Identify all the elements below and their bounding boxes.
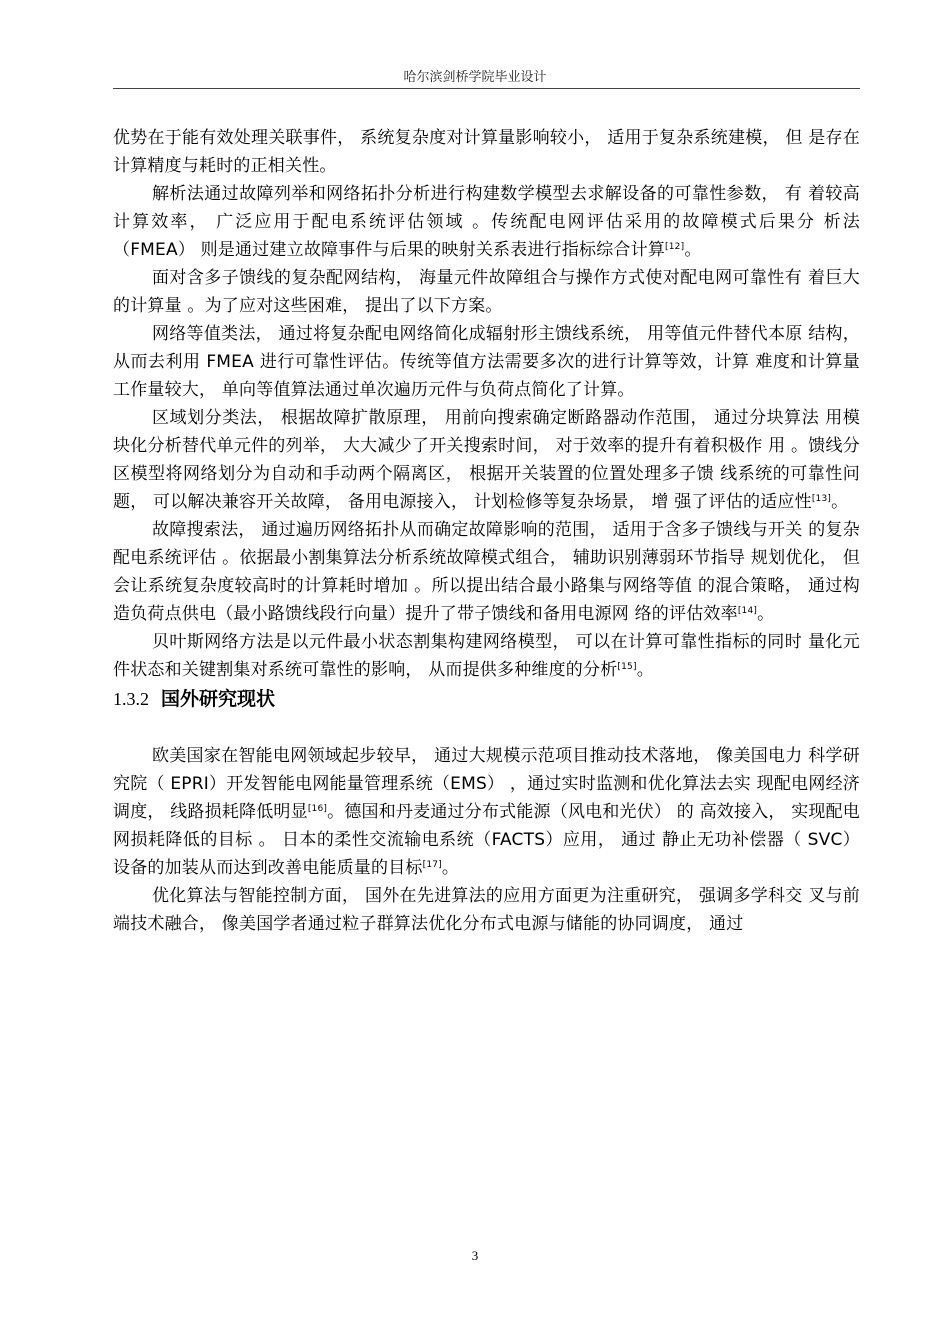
page-header-title: 哈尔滨剑桥学院毕业设计 [403,70,547,85]
paragraph: 故障搜索法， 通过遍历网络拓扑从而确定故障影响的范围， 适用于含多子馈线与开关 的复杂配电系统评估 。依据最小割集算法分析系统故障模式组合， 辅助识别薄弱环节指导 规划优化， 但会让系统复杂度较高时的计算耗时增加 。所以提出结合最小路集与网络等值 的混合策略， 通过构造负荷点供电（最小路馈线段行向量）提升了带子馈线和备用电源网 络的评估效率[14]。 [113,520,860,624]
section-title: 国外研究现状 [161,688,276,710]
paragraph: 区域划分类法， 根据故障扩散原理， 用前向搜索确定断路器动作范围， 通过分块算法 用模块化分析替代单元件的列举， 大大减少了开关搜索时间， 对于效率的提升有着积极作 用 。馈线分区模型将网络划分为自动和手动两个隔离区， 根据开关装置的位置处理多子馈 线系统的可靠性问题， 可以解决兼容开关故障， 备用电源接入， 计划检修等复杂场景， 增 强了评估的适应性[13]。 [113,408,860,512]
paragraph: 优势在于能有效处理关联事件， 系统复杂度对计算量影响较小， 适用于复杂系统建模， 但 是存在计算精度与耗时的正相关性。 [113,128,860,176]
paragraph: 解析法通过故障列举和网络拓扑分析进行构建数学模型去求解设备的可靠性参数， 有 着较高计算效率， 广泛应用于配电系统评估领域 。传统配电网评估采用的故障模式后果分 析法（FMEA） 则是通过建立故障事件与后果的映射关系表进行指标综合计算[12]。 [113,184,860,260]
document-body [113,124,860,938]
citation: [12] [665,242,685,252]
citation: [15] [617,662,637,672]
paragraph: 欧美国家在智能电网领域起步较早， 通过大规模示范项目推动技术落地， 像美国电力 科学研究院（ EPRI）开发智能电网能量管理系统（EMS） ，通过实时监测和优化算法去实 现配电网经济调度， 线路损耗降低明显[16]。德国和丹麦通过分布式能源（风电和光伏） 的 高效接入， 实现配电网损耗降低的目标 。 日本的柔性交流输电系统（FACTS）应用， 通过 静止无功补偿器（ SVC）设备的加装从而达到改善电能质量的目标[17]。 [113,746,861,878]
citation: [16] [307,804,328,814]
paragraph: 网络等值类法， 通过将复杂配电网络简化成辐射形主馈线系统， 用等值元件替代本原 结构，从而去利用 FMEA 进行可靠性评估。传统等值方法需要多次的进行计算等效，计算 难度和计算量工作量较大， 单向等值算法通过单次遍历元件与负荷点简化了计算。 [113,324,860,400]
page-number: 3 [471,1248,479,1263]
paragraph: 面对含多子馈线的复杂配网结构， 海量元件故障组合与操作方式使对配电网可靠性有 着巨大的计算量 。为了应对这些困难， 提出了以下方案。 [113,268,860,316]
paragraph: 贝叶斯网络方法是以元件最小状态割集构建网络模型， 可以在计算可靠性指标的同时 量化元件状态和关键割集对系统可靠性的影响， 从而提供多种维度的分析[15]。 [113,632,860,680]
section-number: 1.3.2 [113,689,149,709]
section-heading [113,684,860,724]
paragraph: 优化算法与智能控制方面， 国外在先进算法的应用方面更为注重研究， 强调多学科交 叉与前端技术融合， 像美国学者通过粒子群算法优化分布式电源与储能的协同调度， 通过 [113,886,860,934]
header-divider [113,88,860,89]
citation: [13] [811,494,832,504]
citation: [17] [422,860,442,870]
citation: [14] [737,606,758,616]
